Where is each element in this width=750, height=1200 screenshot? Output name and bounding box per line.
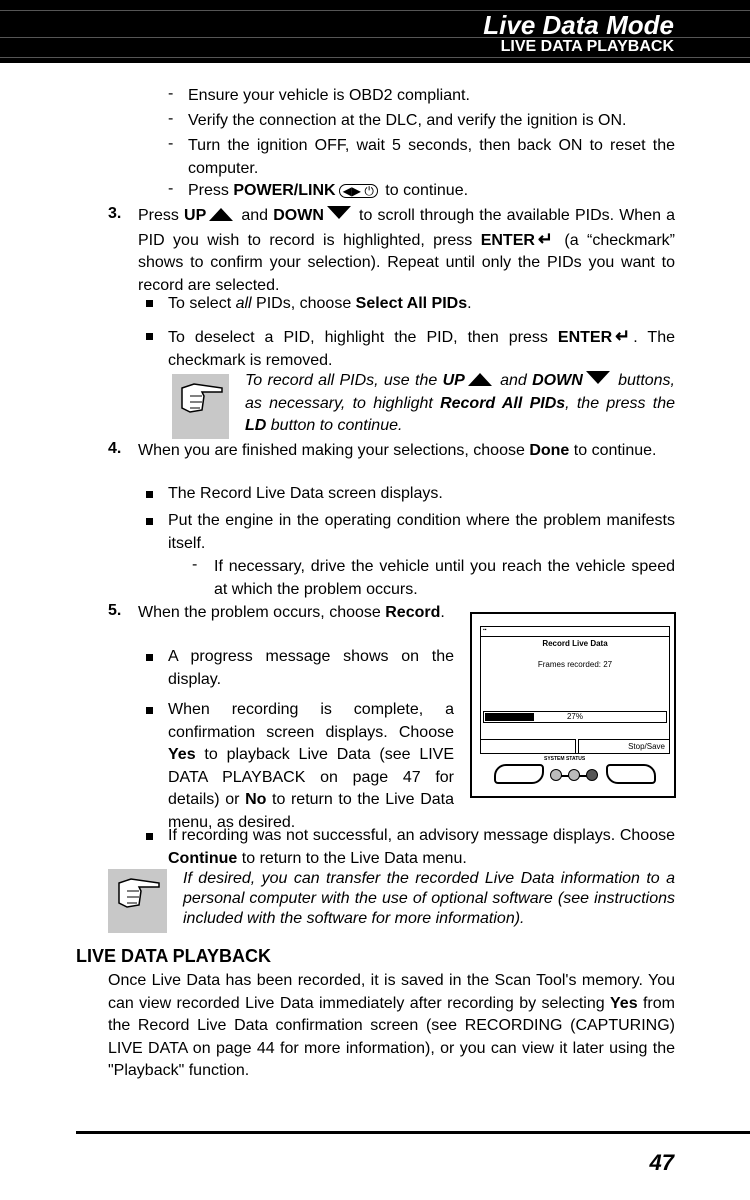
power-link-icon: ◀▶ ⏻ [339,184,378,198]
dash-marker: - [168,180,174,197]
bullet-icon [146,491,153,498]
step-number: 3. [108,205,122,222]
dash-item [214,556,675,601]
bullet-icon [146,654,153,661]
bullet-icon [146,518,153,525]
text-segment: POWER/LINK [233,182,336,199]
scan-tool-illustration [470,612,676,798]
bullet-item [168,699,454,834]
text-segment: (a “checkmark” shows to confirm your selection). Repeat until only the PIDs you want to record are selected. [138,231,675,294]
text-segment: Ensure your vehicle is OBD2 compliant. [188,87,470,104]
text-segment: to scroll through the available PIDs. When a PID you wish to record is highlighted, press [138,207,676,249]
text-segment: DOWN [532,372,583,389]
text-segment: ENTER [557,329,613,346]
text-segment: UP [184,207,207,224]
text-segment: from the Record Live Data confirmation screen (see RECORDING (CAPTURING) LIVE DATA on page 44 for more information), or you can view it later using the "Playback" function. [108,994,675,1079]
text-segment: Continue [168,849,238,867]
text-segment: Yes [610,994,638,1012]
text-segment: . [467,295,472,312]
dash-item [188,180,675,203]
text-segment: Turn the ignition OFF, wait 5 seconds, then back ON to reset the computer. [188,137,675,177]
device-screen [480,626,670,754]
system-status-label: SYSTEM STATUS [544,756,586,762]
text-segment: and [236,207,274,224]
text-segment: all [235,295,252,312]
text-segment: and [494,372,533,389]
step-text [138,205,675,297]
page-header [0,0,750,63]
dash-marker: - [192,556,198,573]
text-segment: A progress message shows on the display. [168,648,454,688]
up-arrow-icon [468,373,492,386]
dash-item [188,135,675,180]
text-segment: Once Live Data has been recorded, it is saved in the Scan Tool's memory. You can view recorded Live Data immediately after recording by selecting [108,972,675,1012]
left-button [494,764,544,784]
step-number: 4. [108,440,122,457]
chapter-title: Live Data Mode [483,10,674,40]
text-segment: . [440,604,445,621]
enter-icon: ↵ [537,228,554,249]
screen-title: Record Live Data [542,639,608,648]
bullet-item [168,646,454,691]
text-segment: to continue. [380,182,469,199]
text-segment: . The checkmark is removed. [168,329,675,369]
section-body [108,970,675,1083]
dash-marker: - [168,135,174,152]
text-segment: Done [529,442,570,459]
text-segment: Verify the connection at the DLC, and verify the ignition is ON. [188,112,627,129]
text-segment: When recording is complete, a confirmation screen displays. Choose [168,701,454,741]
text-segment: DOWN [273,207,324,224]
dash-marker: - [168,85,174,102]
bullet-item [168,293,675,316]
frames-recorded: Frames recorded: 27 [537,660,613,669]
step-text [138,602,454,625]
bullet-icon [146,333,153,340]
bullet-item [168,825,675,870]
text-segment: to return to the Live Data menu, as desired. [168,791,455,831]
progress-bar [483,711,667,723]
right-button [606,764,656,784]
text-segment: No [245,791,267,808]
text-segment: LD [245,417,267,434]
text-segment: Press [188,182,234,199]
text-segment: to return to the Live Data menu. [237,849,467,867]
down-arrow-icon [327,206,351,219]
dash-item [188,85,675,108]
pointing-hand-icon [108,869,167,933]
text-segment: To select [168,295,236,312]
text-segment: When the problem occurs, choose [138,604,386,621]
note-text [183,869,675,929]
text-segment: If desired, you can transfer the recorded Live Data information to a personal computer with the use of optional software (see instructions included with the software for more information). [183,870,675,927]
text-segment: Record All PIDs [440,394,566,412]
section-heading: LIVE DATA PLAYBACK [76,946,272,966]
status-led [550,769,562,781]
note-text [245,370,675,438]
text-segment: buttons, as necessary, to highlight [245,372,676,412]
enter-icon: ↵ [615,326,631,346]
text-segment: To record all PIDs, use the [245,372,443,389]
dash-marker: - [168,110,174,127]
dash-item [188,110,675,133]
bullet-item [168,510,675,555]
progress-label: 27% [566,712,583,721]
text-segment: ENTER [480,231,535,249]
bullet-icon [146,833,153,840]
text-segment: , the press the [565,394,676,412]
bullet-icon [146,707,153,714]
text-segment: Record [385,604,441,621]
text-segment: PIDs, choose [251,295,356,312]
step-number: 5. [108,602,122,619]
bullet-item [168,483,675,506]
text-segment: to playback Live Data (see LIVE DATA PLAYBACK on page 47 for details) or [168,746,454,808]
text-segment: When you are finished making your selections, choose [138,442,530,459]
footer-rule [76,1131,750,1134]
status-led [586,769,598,781]
battery-icon: ▪▪ [481,627,669,637]
bullet-icon [146,300,153,307]
text-segment: to continue. [569,442,657,459]
softkey-left [481,739,576,753]
section-subtitle: LIVE DATA PLAYBACK [500,38,674,55]
pointing-hand-icon [172,374,229,439]
text-segment: button to continue. [266,417,403,434]
bullet-item [168,325,675,372]
text-segment: UP [442,372,465,389]
softkey-stop-save: Stop/Save [578,739,669,753]
text-segment: Select All PIDs [355,295,468,312]
text-segment: Yes [168,746,196,763]
down-arrow-icon [586,371,610,384]
text-segment: Put the engine in the operating condition where the problem manifests itself. [168,512,675,552]
text-segment: Press [138,207,185,224]
status-led [568,769,580,781]
step-text [138,440,675,463]
text-segment: If necessary, drive the vehicle until you reach the vehicle speed at which the problem occurs. [214,558,675,598]
up-arrow-icon [209,208,233,221]
text-segment: If recording was not successful, an advisory message displays. Choose [168,827,675,844]
text-segment: The Record Live Data screen displays. [168,485,443,502]
page-number: 47 [649,1150,674,1175]
text-segment: To deselect a PID, highlight the PID, then press [168,329,558,346]
